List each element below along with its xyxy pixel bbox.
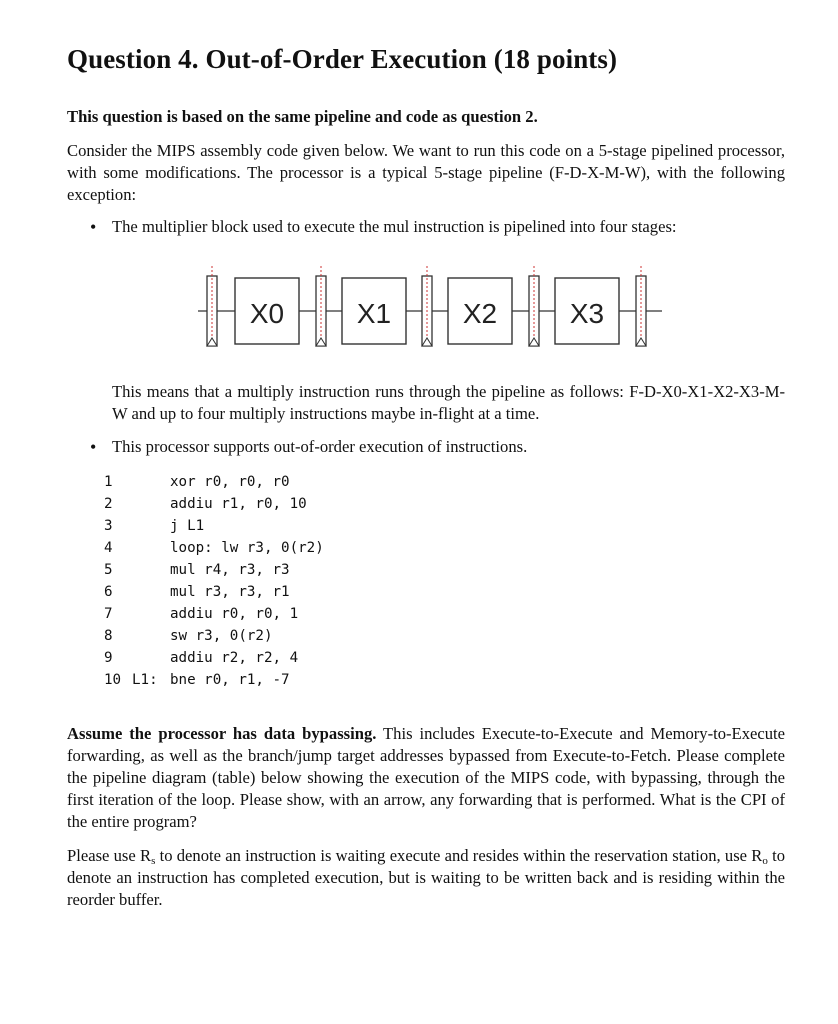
multiply-flow-explanation: This means that a multiply instruction runs through the pipeline as follows: F-D-X0-X1-X2-X3-M-W and up to four multiply instructions maybe in-flight at a time.: [112, 382, 785, 423]
pipeline-register: [636, 266, 646, 346]
bypassing-assumption: Assume the processor has data bypassing.: [67, 724, 377, 743]
paragraph-notation: Please use $R_s$ to denote an instruction is waiting execute and resides within the reservation station, use $R_o$ to denote an instruction has completed execution, but is waiting to be written back and is residing within the reorder buffer.: [67, 846, 785, 909]
multiplier-pipeline-diagram: [196, 262, 666, 352]
bullet-out-of-order: This processor supports out-of-order execution of instructions.: [112, 437, 528, 456]
code-line: 5 mul r4, r3, r3: [104, 562, 290, 578]
code-line: 2 addiu r1, r0, 10: [104, 496, 307, 512]
pipeline-register: [422, 266, 432, 346]
code-line: 6 mul r3, r3, r1: [104, 584, 290, 600]
bullet-dot-1: •: [90, 217, 97, 237]
mips-code-listing: [104, 471, 324, 691]
stage-label-x3: X3: [569, 298, 605, 329]
bullet-multiplier: The multiplier block used to execute the mul instruction is pipelined into four stages:: [112, 217, 677, 236]
code-line: 3 j L1: [104, 518, 205, 534]
code-line: 10 L1: bne r0, r1, -7: [104, 672, 290, 688]
stage-label-x1: X1: [356, 298, 392, 329]
bypassing-instructions: This includes Execute-to-Execute and Memory-to-Execute forwarding, as well as the branch/jump target addresses bypassed from Execute-to-Fetch. Please complete the pipeline diagram (table) below showing the execution of the MIPS code, with bypassing, through the first iteration of the loop. Please show, with an arrow, any forwarding that is performed. What is the CPI of the entire program?: [67, 724, 785, 831]
stage-label-x0: X0: [249, 298, 285, 329]
question-title: Question 4. Out-of-Order Execution (18 points): [67, 44, 618, 74]
code-line: 7 addiu r0, r0, 1: [104, 606, 299, 622]
pipeline-register: [207, 266, 217, 346]
code-line: 1 xor r0, r0, r0: [104, 474, 290, 490]
bullet-dot-2: •: [90, 437, 97, 457]
pipeline-register: [316, 266, 326, 346]
code-line: 8 sw r3, 0(r2): [104, 628, 273, 644]
paragraph-description: Consider the MIPS assembly code given below. We want to run this code on a 5-stage pipelined processor, with some modifications. The processor is a typical 5-stage pipeline (F-D-X-M-W), with the following exception:: [67, 141, 785, 204]
stage-label-x2: X2: [462, 298, 498, 329]
pipeline-register: [529, 266, 539, 346]
code-line: 9 addiu r2, r2, 4: [104, 650, 299, 666]
intro-statement: This question is based on the same pipeline and code as question 2.: [67, 107, 538, 126]
code-line: 4 loop: lw r3, 0(r2): [104, 540, 324, 556]
paragraph-bypassing: [67, 723, 785, 833]
